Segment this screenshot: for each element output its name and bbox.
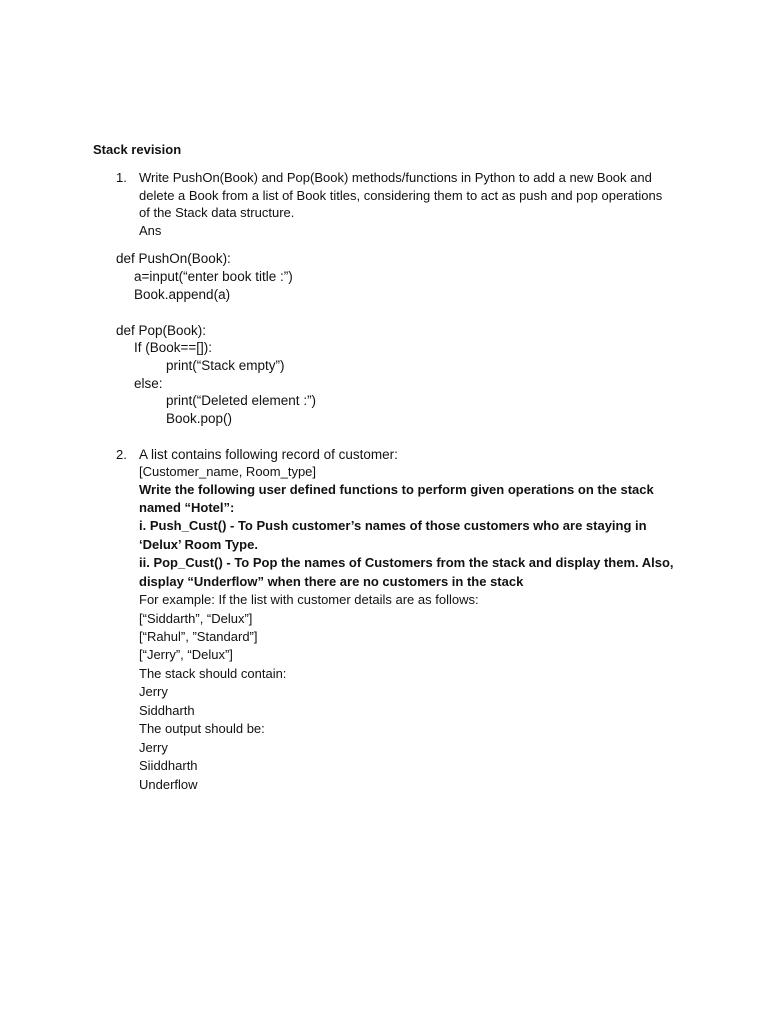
question-1-text-line: delete a Book from a list of Book titles, considering them to act as push and pop operations xyxy=(139,188,663,203)
question-2-instruction-line: ‘Delux’ Room Type. xyxy=(139,537,258,552)
question-1-answer-label: Ans xyxy=(139,223,162,238)
code-line: Book.append(a) xyxy=(134,287,231,302)
example-line: The output should be: xyxy=(139,721,265,736)
question-2-record-format: [Customer_name, Room_type] xyxy=(139,464,317,479)
example-line: The stack should contain: xyxy=(139,666,287,681)
example-line: [“Rahul”, ”Standard”] xyxy=(139,629,258,644)
code-line: If (Book==[]): xyxy=(134,340,213,355)
code-line: a=input(“enter book title :”) xyxy=(134,269,293,284)
example-line: For example: If the list with customer details are as follows: xyxy=(139,592,479,607)
code-line: print(“Stack empty”) xyxy=(166,358,285,373)
example-line: Siiddharth xyxy=(139,758,198,773)
question-1-number: 1. xyxy=(116,170,127,185)
example-line: Underflow xyxy=(139,777,198,792)
question-2-instruction-line: display “Underflow” when there are no customers in the stack xyxy=(139,574,524,589)
question-2-instruction-line: i. Push_Cust() - To Push customer’s names of those customers who are staying in xyxy=(139,518,647,533)
example-line: Jerry xyxy=(139,684,168,699)
code-line: else: xyxy=(134,376,163,391)
example-line: Jerry xyxy=(139,740,168,755)
question-2-instruction-line: ii. Pop_Cust() - To Pop the names of Customers from the stack and display them. Also, xyxy=(139,555,674,570)
example-line: [“Jerry”, “Delux”] xyxy=(139,647,233,662)
document-title: Stack revision xyxy=(93,142,182,157)
example-line: [“Siddarth”, “Delux”] xyxy=(139,611,253,626)
question-2-intro: A list contains following record of customer: xyxy=(139,447,398,462)
example-line: Siddharth xyxy=(139,703,195,718)
code-line: Book.pop() xyxy=(166,411,233,426)
question-1-text-line: of the Stack data structure. xyxy=(139,205,295,220)
question-1-text-line: Write PushOn(Book) and Pop(Book) methods/functions in Python to add a new Book and xyxy=(139,170,652,185)
code-line: def Pop(Book): xyxy=(116,323,207,338)
question-2-instruction-line: named “Hotel”: xyxy=(139,500,235,515)
question-2-instruction-line: Write the following user defined functions to perform given operations on the stack xyxy=(139,482,654,497)
question-2-number: 2. xyxy=(116,447,127,462)
code-line: def PushOn(Book): xyxy=(116,251,231,266)
code-line: print(“Deleted element :”) xyxy=(166,393,317,408)
